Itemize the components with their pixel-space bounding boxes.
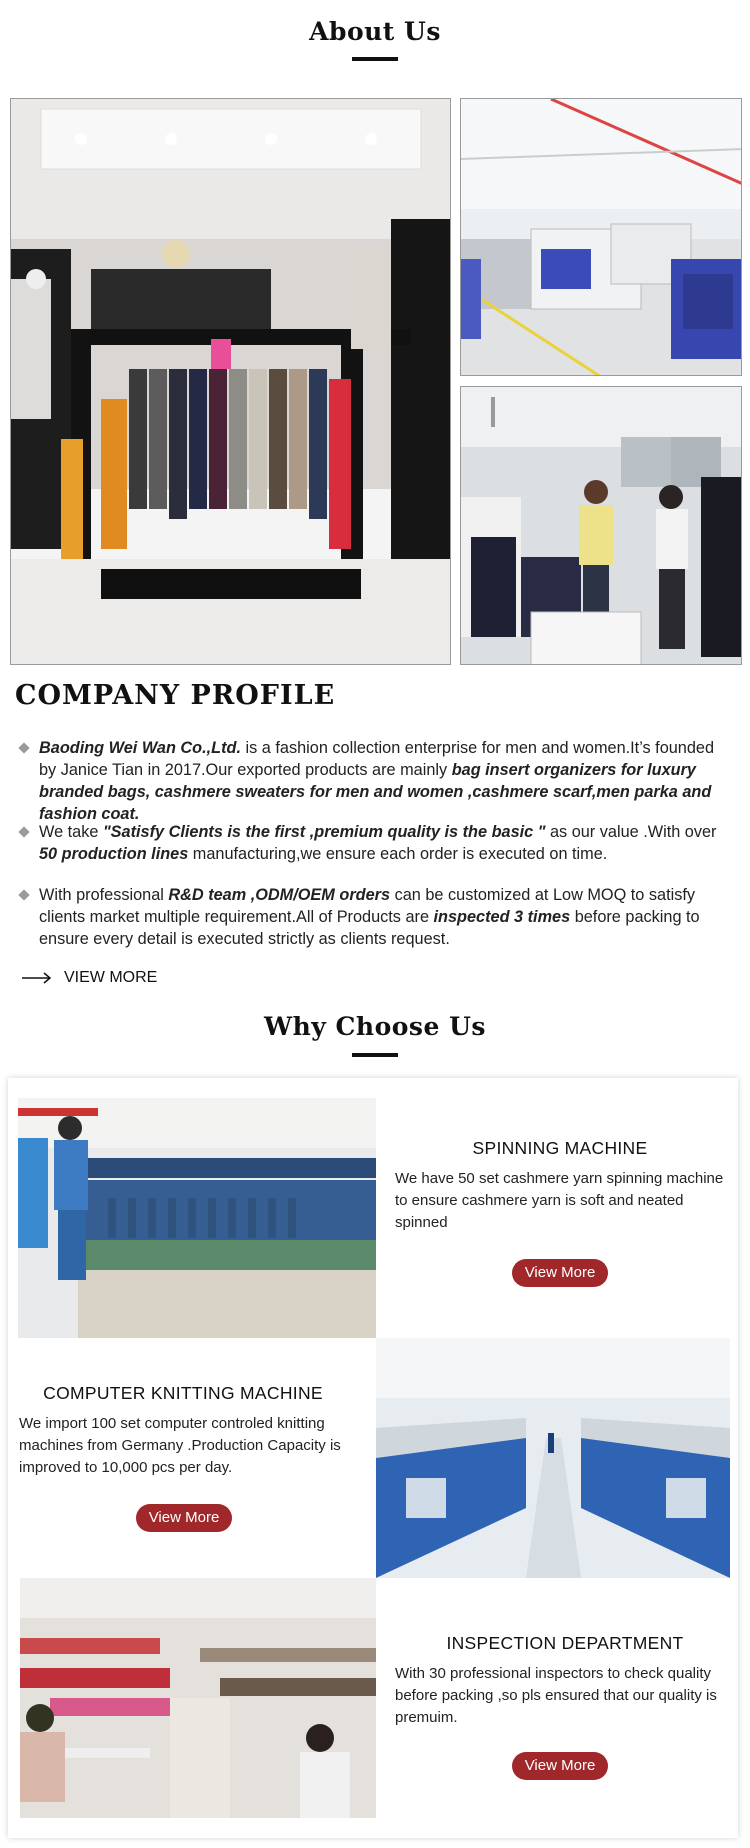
about-us-title: About Us — [309, 17, 441, 46]
why-choose-us-underline — [352, 1053, 398, 1057]
profile-paragraph-2 — [18, 821, 730, 865]
spinning-view-more-button[interactable]: View More — [512, 1259, 608, 1287]
spinning-machine-photo — [18, 1098, 376, 1338]
knitting-view-more-button[interactable]: View More — [136, 1504, 232, 1532]
feature-title-knitting: COMPUTER KNITTING MACHINE — [43, 1383, 323, 1403]
profile-emphasis: 50 production lines — [39, 845, 189, 863]
feature-desc-knitting: We import 100 set computer controled knitting machines from Germany .Production Capacity is improved to 10,000 pcs per day. — [19, 1415, 341, 1476]
bullet-diamond-icon — [18, 742, 29, 753]
profile-emphasis: bag insert organizers for luxury branded bags, cashmere sweaters for men and women ,cashmere scarf,men parka and fashion coat. — [39, 761, 712, 823]
profile-emphasis: R&D team ,ODM/OEM orders — [168, 886, 391, 904]
inspection-view-more-button[interactable]: View More — [512, 1752, 608, 1780]
company-name: Baoding Wei Wan Co.,Ltd. — [39, 739, 241, 757]
bullet-diamond-icon — [18, 826, 29, 837]
profile-paragraph-3 — [18, 884, 730, 950]
view-more-link[interactable] — [22, 969, 157, 987]
feature-title-spinning: SPINNING MACHINE — [472, 1138, 648, 1158]
profile-text: as our value .With over — [545, 823, 717, 841]
profile-text: before packing to ensure every detail is executed strictly as clients request. — [39, 908, 700, 948]
feature-desc-inspection: With 30 professional inspectors to check quality before packing ,so pls ensured that our quality is premuim. — [395, 1665, 717, 1726]
profile-text: With professional — [39, 886, 169, 904]
knitting-floor-photo — [460, 98, 742, 376]
about-us-underline — [352, 57, 398, 61]
profile-text: We take — [39, 823, 103, 841]
bullet-diamond-icon — [18, 889, 29, 900]
feature-title-inspection: INSPECTION DEPARTMENT — [446, 1633, 684, 1653]
knitting-machine-photo — [376, 1338, 730, 1578]
profile-emphasis: inspected 3 times — [433, 908, 571, 926]
profile-text: can be customized at Low MOQ to satisfy clients market multiple requirement.All of Products are — [39, 886, 696, 926]
profile-text: is a fashion collection enterprise for men and women.It’s founded by Janice Tian in 2017.Our exported products are mainly — [39, 739, 715, 779]
sewing-workshop-photo — [460, 386, 742, 665]
inspection-photo — [20, 1578, 376, 1818]
company-profile-heading: COMPANY PROFILE — [15, 680, 336, 711]
view-more-label: VIEW MORE — [64, 969, 158, 986]
showroom-photo — [10, 98, 451, 665]
why-choose-us-title: Why Choose Us — [264, 1012, 486, 1041]
profile-paragraph-1 — [18, 737, 730, 825]
profile-text: manufacturing,we ensure each order is executed on time. — [188, 845, 608, 863]
feature-desc-spinning: We have 50 set cashmere yarn spinning machine to ensure cashmere yarn is soft and neated spinned — [395, 1170, 724, 1231]
arrow-right-icon — [22, 971, 52, 985]
profile-emphasis: "Satisfy Clients is the first ,premium quality is the basic " — [102, 823, 546, 841]
